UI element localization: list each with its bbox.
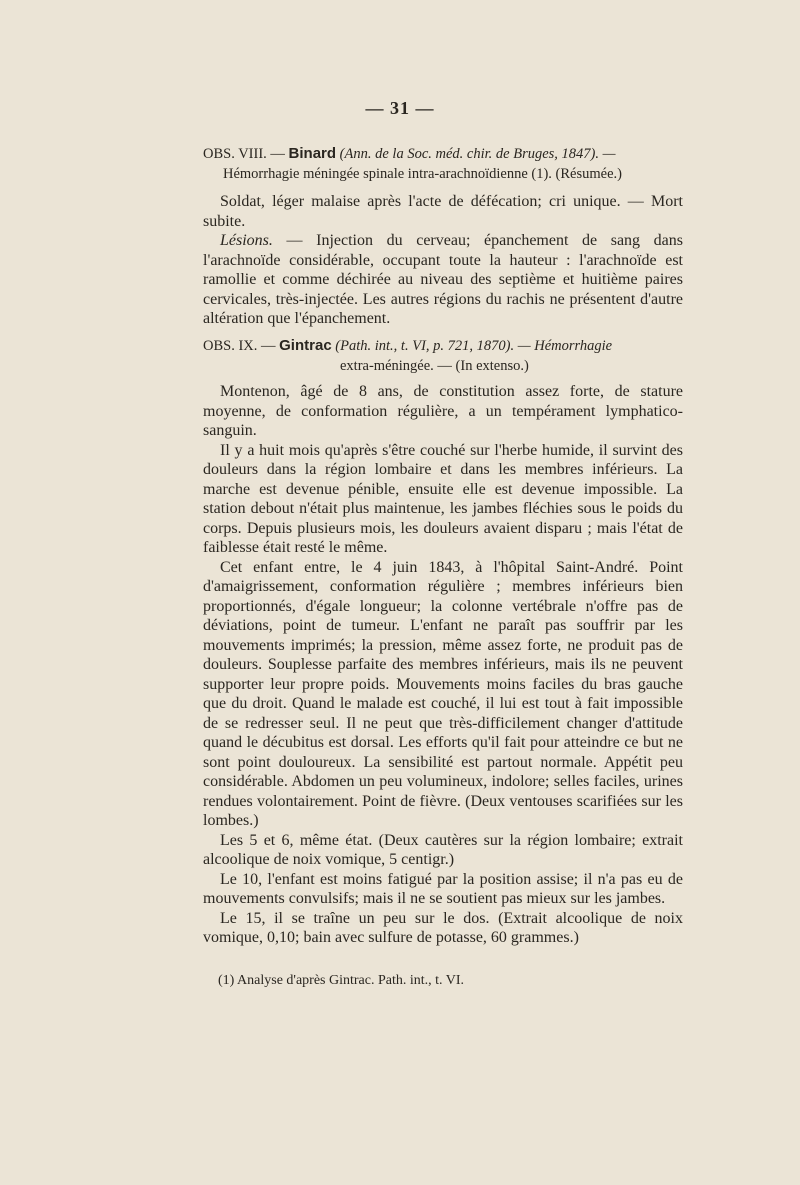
lesions-text: — Injection du cerveau; épanchement de sang dans l'arachnoïde considérable, occupant toute la hauteur : l'arachnoïde est ramollie et comme déchirée au niveau des septième et huitième paires cervicales, très-injectée. Les autres régions du rachis ne présentent d'autre altération que l'épanchement. — [203, 232, 683, 327]
obs-9-body — [203, 382, 683, 948]
footnote: (1) Analyse d'après Gintrac. Path. int., t. VI. — [218, 973, 465, 988]
page-number: — 31 — — [365, 98, 435, 118]
obs-8-title-line — [203, 144, 683, 164]
obs-8-subtitle: Hémorrhagie méningée spinale intra-arachnoïdienne (1). (Résumée.) — [223, 166, 622, 182]
obs-9-paragraph: Il y a huit mois qu'après s'être couché sur l'herbe humide, il survint des douleurs dans la région lombaire et dans les membres inférieurs. La marche est devenue pénible, ensuite elle est devenue impossible. La station debout n'était plus maintenue, les jambes fléchies sous le poids du corps. Depuis plusieurs mois, les douleurs avaient disparu ; mais l'état de faiblesse était resté le même. — [203, 441, 683, 556]
obs-9-author: Gintrac — [279, 337, 332, 354]
obs-9-paragraph: Le 15, il se traîne un peu sur le dos. (Extrait alcoolique de noix vomique, 0,10; bain avec sulfure de potasse, 60 grammes.) — [203, 909, 683, 946]
obs-9-title-line — [203, 336, 683, 356]
obs-9-heading — [203, 336, 683, 376]
obs-9-prefix: OBS. IX. — — [203, 338, 280, 354]
obs-9-paragraph: Le 10, l'enfant est moins fatigué par la position assise; il n'a pas eu de mouvements convulsifs; mais il ne se soutient pas mieux sur les jambes. — [203, 870, 683, 907]
obs-8-body — [203, 192, 683, 329]
obs-8-reference: (Ann. de la Soc. méd. chir. de Bruges, 1847). — — [336, 146, 616, 162]
obs-8-prefix: OBS. VIII. — — [203, 146, 289, 162]
obs-8-lesions-paragraph — [203, 231, 683, 329]
obs-9-paragraph: Cet enfant entre, le 4 juin 1843, à l'hôpital Saint-André. Point d'amaigrissement, conformation régulière ; membres inférieurs bien proportionnés, d'égale longueur; la colonne vertébrale n'offre pas de déviations, point de tumeur. L'enfant ne paraît pas souffrir par les mouvements imprimés; la pression, même assez forte, ne produit pas de douleurs. Souplesse parfaite des membres inférieurs, mais ils ne peuvent supporter leur propre poids. Mouvements moins faciles du bras gauche que du droit. Quand le malade est couché, il lui est tout à fait impossible de se redresser seul. Il ne peut que très-difficilement changer d'attitude quand le décubitus est dorsal. Les efforts qu'il fait pour atteindre ce but ne sont point douloureux. La sensibilité est partout normale. Appétit peu considérable. Abdomen un peu volumineux, indolore; selles faciles, urines rendues volontairement. Point de fièvre. (Deux ventouses scarifiées sur les lombes.) — [203, 558, 683, 829]
obs-9-reference: (Path. int., t. VI, p. 721, 1870). — Hémorrhagie — [331, 338, 613, 354]
obs-8-heading — [203, 144, 683, 184]
obs-9-subtitle: extra-méningée. — (In extenso.) — [340, 358, 529, 374]
obs-8-paragraph: Soldat, léger malaise après l'acte de défécation; cri unique. — Mort subite. — [203, 193, 683, 230]
obs-8-author: Binard — [288, 145, 337, 162]
obs-9-paragraph: Les 5 et 6, même état. (Deux cautères sur la région lombaire; extrait alcoolique de noix vomique, 5 centigr.) — [203, 831, 683, 868]
lesions-label: Lésions. — [220, 232, 273, 249]
obs-9-paragraph: Montenon, âgé de 8 ans, de constitution assez forte, de stature moyenne, de conformation régulière, a un tempérament lymphatico-sanguin. — [203, 383, 683, 439]
